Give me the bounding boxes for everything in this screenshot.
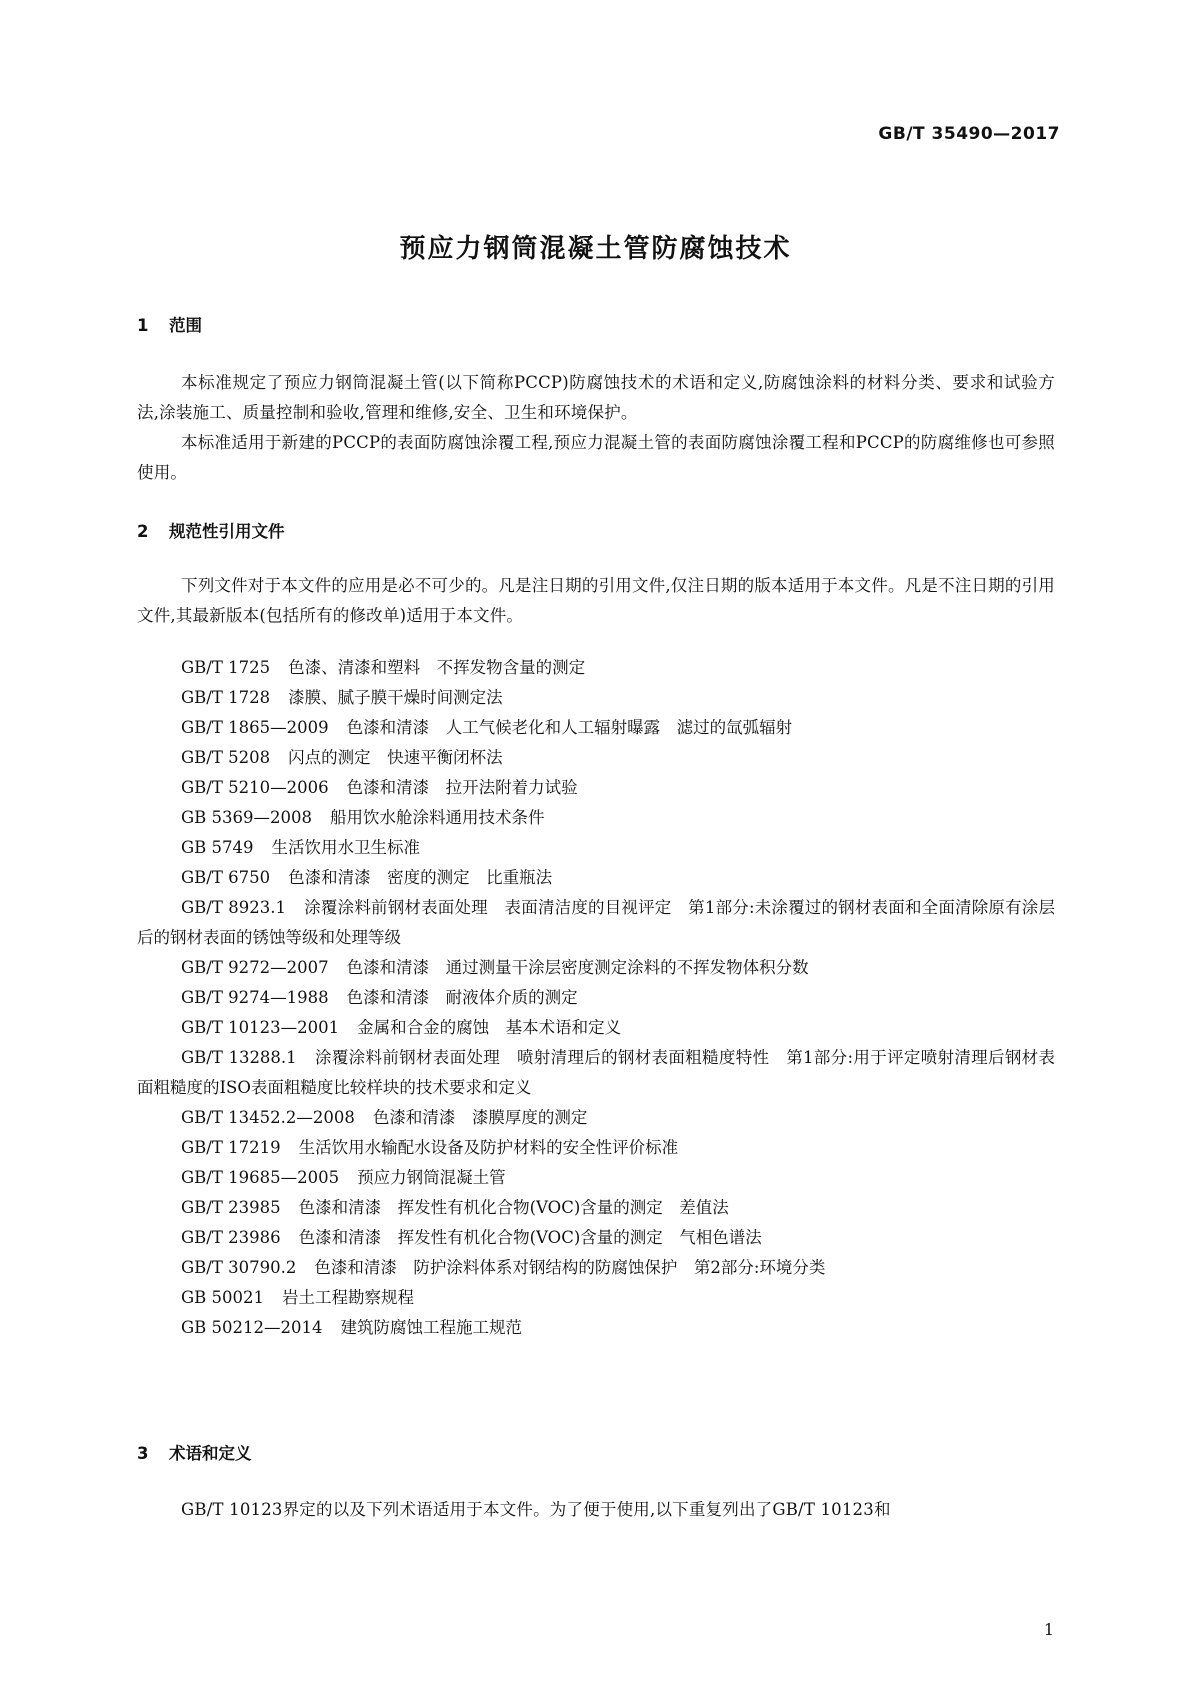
reference-item [137, 683, 1055, 713]
reference-title: 建筑防腐蚀工程施工规范 [340, 1318, 523, 1337]
reference-item [137, 1193, 1055, 1223]
reference-item [137, 713, 1055, 743]
reference-title: 色漆和清漆 挥发性有机化合物(VOC)含量的测定 气相色谱法 [298, 1228, 762, 1247]
reference-list [137, 653, 1055, 1343]
document-title: 预应力钢筒混凝土管防腐蚀技术 [399, 234, 792, 264]
reference-code: GB 5749 [181, 838, 254, 857]
reference-title: 色漆和清漆 密度的测定 比重瓶法 [288, 868, 553, 887]
reference-item [137, 1103, 1055, 1133]
section-title: 规范性引用文件 [169, 522, 285, 541]
section-1-heading [137, 312, 202, 336]
reference-title: 预应力钢筒混凝土管 [357, 1168, 506, 1187]
reference-code: GB 5369—2008 [181, 808, 313, 827]
reference-code: GB/T 23985 [181, 1198, 281, 1217]
reference-title: 色漆和清漆 漆膜厚度的测定 [372, 1108, 588, 1127]
section-number: 2 [137, 522, 149, 541]
reference-title: 色漆和清漆 通过测量干涂层密度测定涂料的不挥发物体积分数 [346, 958, 809, 977]
standard-code: GB/T 35490—2017 [878, 124, 1060, 144]
reference-code: GB/T 13452.2—2008 [181, 1108, 355, 1127]
reference-code: GB/T 17219 [181, 1138, 281, 1157]
reference-title: 涂覆涂料前钢材表面处理 喷射清理后的钢材表面粗糙度特性 第1部分:用于评定喷射清理后钢材表面粗糙度的ISO表面粗糙度比较样块的技术要求和定义 [137, 1048, 1055, 1097]
reference-title: 船用饮水舱涂料通用技术条件 [330, 808, 545, 827]
reference-item [137, 833, 1055, 863]
reference-item [137, 893, 1055, 953]
reference-title: 闪点的测定 快速平衡闭杯法 [288, 748, 503, 767]
page-number: 1 [1043, 1620, 1054, 1639]
reference-code: GB/T 30790.2 [181, 1258, 297, 1277]
reference-code: GB/T 5208 [181, 748, 271, 767]
reference-item [137, 1133, 1055, 1163]
section-number: 3 [137, 1444, 149, 1463]
reference-item [137, 1043, 1055, 1103]
reference-item [137, 1163, 1055, 1193]
reference-item [137, 953, 1055, 983]
reference-code: GB/T 5210—2006 [181, 778, 329, 797]
reference-item [137, 1313, 1055, 1343]
reference-item [137, 773, 1055, 803]
reference-code: GB/T 10123—2001 [181, 1018, 340, 1037]
section-title: 术语和定义 [169, 1444, 252, 1463]
reference-title: 岩土工程勘察规程 [282, 1288, 415, 1307]
reference-code: GB/T 1725 [181, 658, 271, 677]
reference-title: 生活饮用水卫生标准 [271, 838, 421, 857]
reference-code: GB/T 8923.1 [181, 898, 287, 917]
reference-code: GB 50212—2014 [181, 1318, 323, 1337]
reference-item [137, 983, 1055, 1013]
section-title: 范围 [169, 316, 202, 335]
reference-code: GB/T 19685—2005 [181, 1168, 340, 1187]
scope-paragraph-1: 本标准规定了预应力钢筒混凝土管(以下简称PCCP)防腐蚀技术的术语和定义,防腐蚀涂料的材料分类、要求和试验方法,涂装施工、质量控制和验收,管理和维修,安全、卫生和环境保护。 [137, 373, 1055, 422]
section-2-heading [137, 518, 285, 542]
reference-title: 色漆和清漆 耐液体介质的测定 [346, 988, 578, 1007]
reference-code: GB/T 9272—2007 [181, 958, 329, 977]
reference-title: 色漆、清漆和塑料 不挥发物含量的测定 [288, 658, 586, 677]
reference-item [137, 1223, 1055, 1253]
reference-item [137, 743, 1055, 773]
reference-code: GB/T 23986 [181, 1228, 281, 1247]
reference-code: GB/T 9274—1988 [181, 988, 329, 1007]
reference-item [137, 1253, 1055, 1283]
reference-code: GB 50021 [181, 1288, 265, 1307]
reference-item [137, 1013, 1055, 1043]
reference-title: 色漆和清漆 人工气候老化和人工辐射曝露 滤过的氙弧辐射 [346, 718, 793, 737]
reference-item [137, 803, 1055, 833]
reference-item [137, 653, 1055, 683]
references-intro: 下列文件对于本文件的应用是必不可少的。凡是注日期的引用文件,仅注日期的版本适用于本文件。凡是不注日期的引用文件,其最新版本(包括所有的修改单)适用于本文件。 [137, 576, 1055, 625]
reference-item [137, 863, 1055, 893]
reference-title: 色漆和清漆 拉开法附着力试验 [346, 778, 578, 797]
reference-code: GB/T 1865—2009 [181, 718, 329, 737]
reference-code: GB/T 13288.1 [181, 1048, 297, 1067]
terms-intro: GB/T 10123界定的以及下列术语适用于本文件。为了便于使用,以下重复列出了GB/T 10123和 [181, 1500, 891, 1519]
reference-title: 金属和合金的腐蚀 基本术语和定义 [357, 1018, 622, 1037]
reference-item [137, 1283, 1055, 1313]
reference-title: 色漆和清漆 防护涂料体系对钢结构的防腐蚀保护 第2部分:环境分类 [314, 1258, 826, 1277]
section-3-heading [137, 1440, 252, 1464]
reference-title: 漆膜、腻子膜干燥时间测定法 [288, 688, 503, 707]
reference-title: 色漆和清漆 挥发性有机化合物(VOC)含量的测定 差值法 [298, 1198, 729, 1217]
reference-code: GB/T 1728 [181, 688, 271, 707]
scope-paragraph-2: 本标准适用于新建的PCCP的表面防腐蚀涂覆工程,预应力混凝土管的表面防腐蚀涂覆工程和PCCP的防腐维修也可参照使用。 [137, 433, 1055, 482]
reference-code: GB/T 6750 [181, 868, 271, 887]
section-number: 1 [137, 316, 149, 335]
reference-title: 生活饮用水输配水设备及防护材料的安全性评价标准 [298, 1138, 679, 1157]
reference-title: 涂覆涂料前钢材表面处理 表面清洁度的目视评定 第1部分:未涂覆过的钢材表面和全面清除原有涂层后的钢材表面的锈蚀等级和处理等级 [137, 898, 1055, 947]
